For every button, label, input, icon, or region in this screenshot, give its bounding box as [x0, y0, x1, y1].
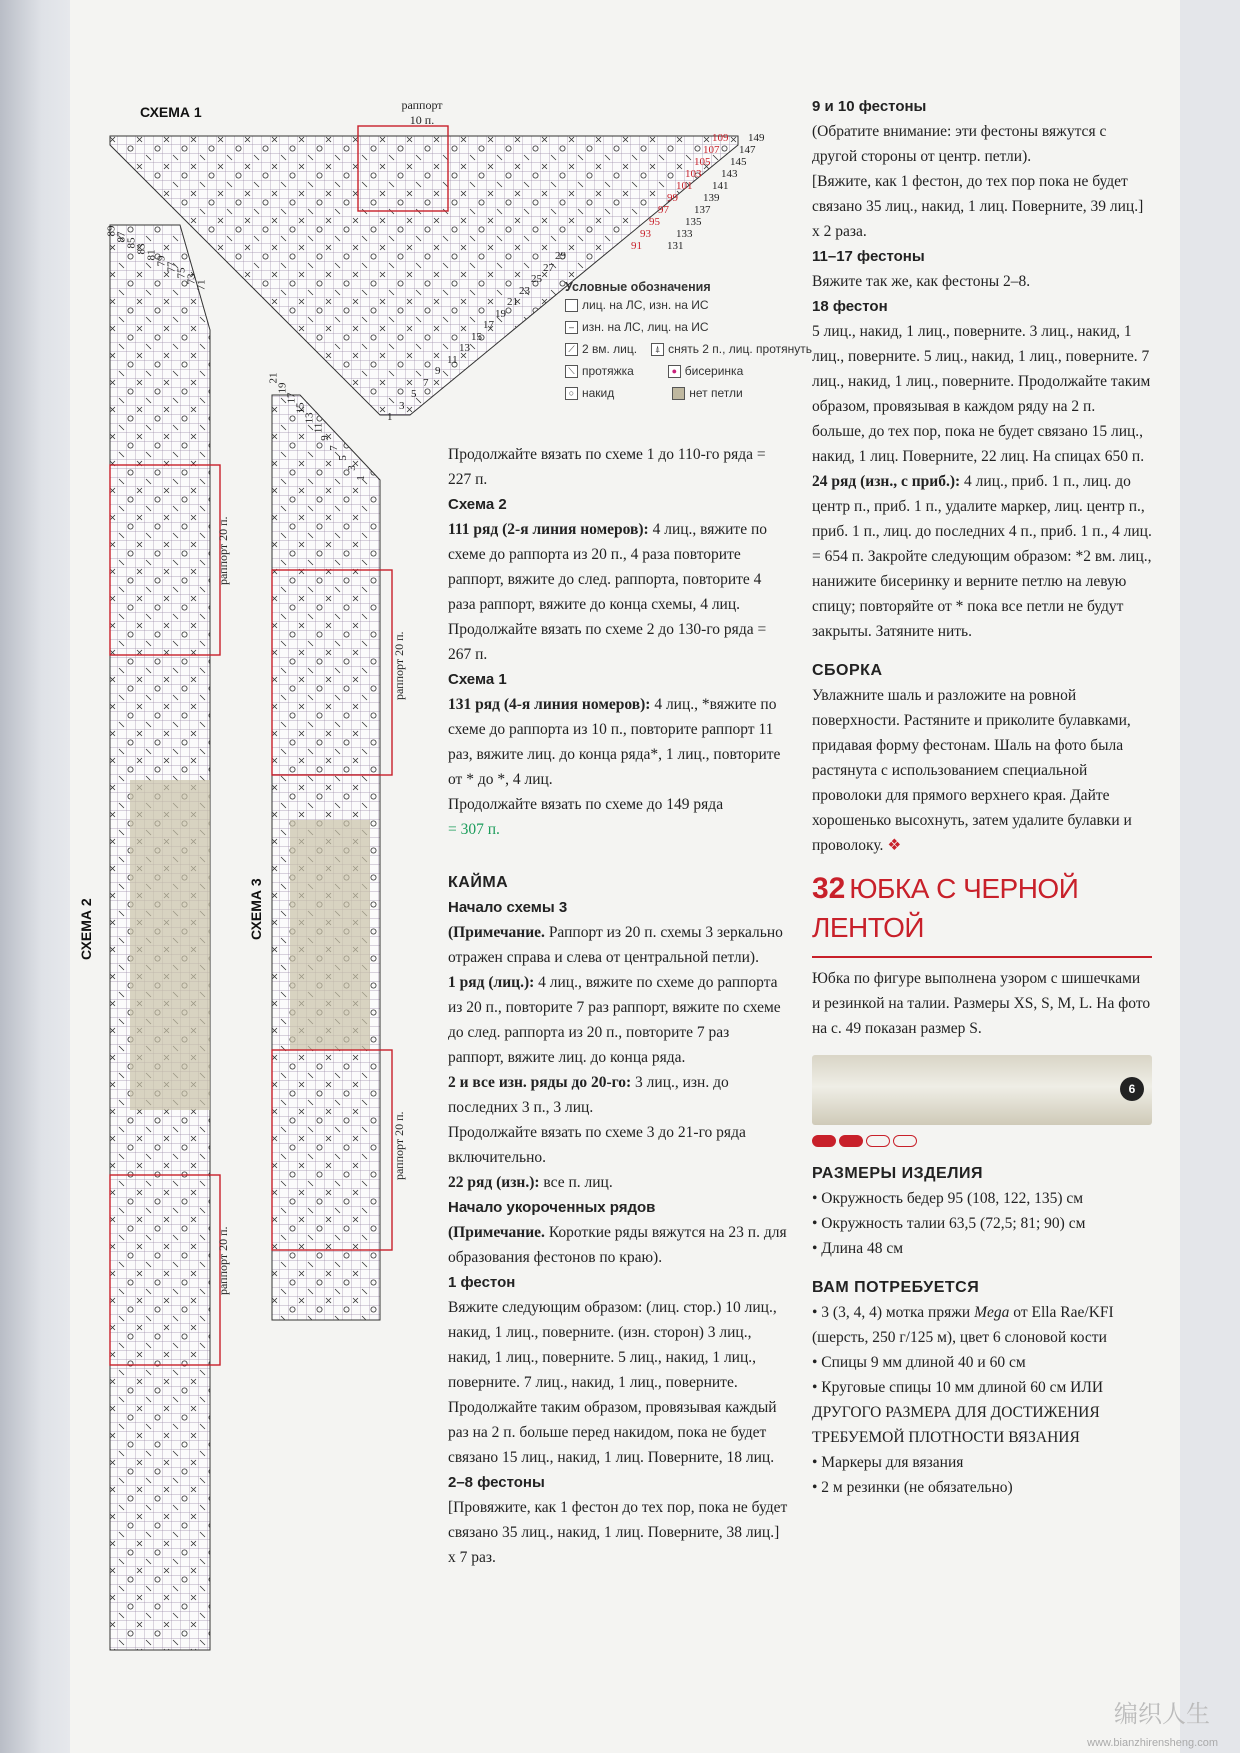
row-number: 145: [730, 156, 747, 168]
row-number: 17: [285, 392, 298, 404]
row-number: 141: [712, 180, 729, 192]
row-number: 99: [667, 192, 678, 204]
row-number: 21: [267, 372, 280, 384]
chart2-rapport-label-2: раппорт 20 п.: [216, 1226, 230, 1295]
row-number: 73: [185, 273, 198, 285]
watermark-logo: 编织人生: [1114, 1701, 1210, 1728]
paragraph: 1 ряд (лиц.): 4 лиц., вяжите по схеме до раппорта из 20 п., повторите 7 раз раппорт, вяжите по схеме до след. раппорта из 20 п., повторите 7 раз раппорт, вяжите лиц. до конца ряда.: [448, 974, 781, 1066]
chart2-shade: [130, 780, 210, 1110]
heading-short-rows: Начало укороченных рядов: [448, 1199, 656, 1216]
row-number: 1: [387, 411, 393, 423]
list-item: • Маркеры для вязания: [812, 1454, 964, 1471]
paragraph: (Примечание. Короткие ряды вяжутся на 23 п. для образования фестонов по краю).: [448, 1224, 787, 1266]
paragraph: Продолжайте вязать по схеме до 149 ряда = 307 п.: [448, 796, 724, 838]
row-number: 1: [354, 475, 367, 481]
paragraph: 5 лиц., накид, 1 лиц., поверните. 3 лиц., накид, 1 лиц., поверните. 5 лиц., накид, 1 лиц., поверните. 7 лиц., накид, 1 лиц., поверните. Продолжайте таким образом, провязывая в каждом ряду на 2 п. больше, до тех пор, пока не будет связано 15 лиц., накид, 1 лиц. Поверните, 22 лиц. На спицах 650 п.: [812, 323, 1151, 465]
row-number: 15: [471, 330, 482, 343]
intro-paragraph: Юбка по фигуре выполнена узором с шишечками и резинкой на талии. Размеры XS, S, M, L. На фото на с. 49 показан размер S.: [812, 970, 1151, 1037]
row-number: 139: [703, 192, 720, 204]
row-number: 149: [748, 132, 765, 144]
row-number: 9: [318, 435, 331, 441]
row-number: 23: [519, 284, 530, 297]
chart3-shade: [290, 820, 370, 1050]
list-item: • Круговые спицы 10 мм длиной 60 см ИЛИ ДРУГОГО РАЗМЕРА ДЛЯ ДОСТИЖЕНИЯ ТРЕБУЕМОЙ ПЛОТНОСТИ ВЯЗАНИЯ: [812, 1379, 1104, 1446]
row-number: 9: [435, 365, 441, 377]
row-number: 21: [507, 296, 518, 308]
paragraph: Продолжайте вязать по схеме 1 до 110-го ряда = 227 п.: [448, 446, 766, 488]
heading-kaima: КАЙМА: [448, 874, 509, 891]
paragraph: (Обратите внимание: эти фестоны вяжутся с другой стороны от центр. петли).: [812, 123, 1107, 165]
article-title: 32 ЮБКА С ЧЕРНОЙ ЛЕНТОЙ: [812, 872, 1079, 943]
row-number: 109: [712, 132, 729, 144]
paragraph: [Вяжите, как 1 фестон, до тех пор пока не будет связано 35 лиц., накид, 1 лиц. Поверните, 39 лиц.] х 2 раза.: [812, 173, 1144, 240]
row-number: 71: [195, 279, 208, 291]
row-number: 131: [667, 240, 684, 252]
row-number: 97: [658, 204, 669, 216]
legend-item: ⟍ протяжка ● бисеринка: [565, 360, 812, 382]
row-number: 101: [676, 180, 693, 192]
row-number: 103: [685, 168, 702, 180]
row-number: 25: [531, 273, 542, 285]
row-number: 79: [155, 255, 168, 267]
yarn-weight-badge: 6: [1120, 1077, 1144, 1101]
paragraph: 22 ряд (изн.): все п. лиц.: [448, 1174, 613, 1191]
row-number: 83: [135, 243, 148, 255]
row-number: 133: [676, 228, 693, 240]
legend-item: ⟋ 2 вм. лиц. ⍋ снять 2 п., лиц. протянуть: [565, 338, 812, 360]
paragraph: Вяжите так же, как фестоны 2–8.: [812, 273, 1031, 290]
row-number: 5: [411, 388, 417, 400]
heading-materials: ВАМ ПОТРЕБУЕТСЯ: [812, 1279, 980, 1296]
row-number: 91: [631, 240, 642, 252]
paragraph: 131 ряд (4-я линия номеров): 4 лиц., *вяжите по схеме до раппорта из 10 п., повторите раппорт 11 раз, вяжите лиц. до конца ряда*, 1 лиц., повторите от * до *, 4 лиц.: [448, 696, 781, 788]
end-mark-icon: ❖: [887, 837, 902, 854]
list-item: • Спицы 9 мм длиной 40 и 60 см: [812, 1354, 1026, 1371]
k2tog-symbol-icon: ⟋: [565, 343, 578, 356]
paragraph: (Примечание. Раппорт из 20 п. схемы 3 зеркально отражен справа и слева от центральной петли).: [448, 924, 783, 966]
row-number: 3: [399, 399, 405, 412]
instructions-column-2: [448, 442, 788, 1570]
chart3-label: СХЕМА 3: [248, 878, 264, 940]
heading-sizes: РАЗМЕРЫ ИЗДЕЛИЯ: [812, 1165, 983, 1182]
no-stitch-symbol-icon: [672, 387, 685, 400]
row-number: 19: [276, 382, 289, 394]
knit-symbol-icon: [565, 299, 578, 312]
legend-title: Условные обозначения: [565, 280, 711, 294]
row-number: 3: [345, 465, 358, 471]
legend-item: ○ накид нет петли: [565, 382, 812, 404]
chart2-label: СХЕМА 2: [78, 898, 94, 960]
title-rule: [812, 956, 1152, 958]
chart3-rapport-label-2: раппорт 20 п.: [392, 1111, 406, 1180]
chart-legend: [565, 280, 812, 404]
paragraph: Вяжите следующим образом: (лиц. стор.) 10 лиц., накид, 1 лиц., поверните. (изн. сторон) 3 лиц., накид, 1 лиц., поверните. 5 лиц., накид, 1 лиц., поверните. 7 лиц., накид, 1 лиц., поверните. Продолжайте таким образом, провязывая каждый раз на 2 п. больше перед накидом, пока не будет связано 15 лиц., накид, 1 лиц. Поверните, 18 лиц.: [448, 1299, 777, 1466]
heading-festoons-11-17: 11–17 фестоны: [812, 248, 925, 265]
ssk-symbol-icon: ⟍: [565, 365, 578, 378]
row-number: 81: [145, 249, 158, 261]
chart3-rapport-label-1: раппорт 20 п.: [392, 631, 406, 700]
row-number: 19: [495, 307, 506, 320]
article-number: 32: [812, 872, 846, 905]
slip2-symbol-icon: ⍋: [651, 343, 664, 356]
row-number: 13: [303, 412, 316, 424]
row-number: 95: [649, 216, 660, 228]
paragraph: 24 ряд (изн., с приб.): 4 лиц., приб. 1 п., лиц. до центр п., приб. 1 п., удалите маркер, лиц. центр п., приб. 1 п., лиц. до последних 4 п., приб. 1 п., 4 лиц. = 654 п. Закройте следующим образом: *2 вм. лиц., нанижите бисеринку и верните петлю на левую спицу; повторяйте от * пока все петли не будут закрыты. Затяните нить.: [812, 473, 1152, 640]
heading-festoon-1: 1 фестон: [448, 1274, 516, 1291]
paragraph: Увлажните шаль и разложите на ровной поверхности. Растяните и приколите булавками, придавая форму фестонам. Шаль на фото была растянута с использованием специальной проволоки для прямого верхнего края. Дайте хорошенько высохнуть, затем удалите булавки и проволоку. ❖: [812, 687, 1132, 854]
row-number: 147: [739, 144, 756, 156]
row-number: 7: [327, 445, 340, 451]
row-number: 27: [543, 261, 554, 274]
watermark-url: www.bianzhirensheng.com: [1087, 1737, 1218, 1749]
row-number: 17: [483, 319, 494, 331]
row-number: 7: [423, 376, 429, 389]
bead-symbol-icon: ●: [668, 365, 681, 378]
legend-item: – изн. на ЛС, лиц. на ИС: [565, 316, 812, 338]
row-number: 87: [115, 231, 128, 243]
heading-start3: Начало схемы 3: [448, 899, 568, 916]
paragraph: 2 и все изн. ряды до 20-го: 3 лиц., изн. до последних 3 п., 3 лиц.: [448, 1074, 729, 1116]
row-number: 85: [125, 237, 138, 249]
heading-schema2: Схема 2: [448, 496, 507, 513]
list-item: • Окружность бедер 95 (108, 122, 135) см: [812, 1190, 1084, 1207]
heading-sborka: СБОРКА: [812, 662, 883, 679]
row-number: 15: [294, 402, 307, 414]
row-number: 13: [459, 342, 470, 354]
legend-item: лиц. на ЛС, изн. на ИС: [565, 294, 812, 316]
difficulty-level-icon: [812, 1135, 1152, 1147]
row-number: 29: [555, 250, 566, 262]
heading-festoons-9-10: 9 и 10 фестоны: [812, 98, 927, 115]
chart1-label: СХЕМА 1: [140, 104, 202, 120]
yarn-over-symbol-icon: ○: [565, 387, 578, 400]
paragraph: 111 ряд (2-я линия номеров): 4 лиц., вяжите по схеме до раппорта из 20 п., 4 раза повторите раппорт, вяжите до след. раппорта, повторите 4 раза раппорт, вяжите до конца схемы, 4 лиц.: [448, 521, 768, 613]
row-number: 143: [721, 168, 738, 180]
heading-schema1: Схема 1: [448, 671, 507, 688]
row-number: 77: [165, 261, 178, 273]
paragraph: Продолжайте вязать по схеме 2 до 130-го ряда = 267 п.: [448, 621, 767, 663]
chart2-rapport-label-1: раппорт 20 п.: [216, 516, 230, 585]
yarn-swatch-image: [812, 1055, 1152, 1125]
purl-symbol-icon: –: [565, 321, 578, 334]
row-number: 93: [640, 228, 651, 240]
row-number: 89: [105, 225, 118, 237]
row-number: 107: [703, 144, 720, 156]
heading-festoons-2-8: 2–8 фестоны: [448, 1474, 545, 1491]
instructions-column-3: [812, 94, 1152, 1500]
row-number: 137: [694, 204, 711, 216]
list-item: • Окружность талии 63,5 (72,5; 81; 90) см: [812, 1215, 1086, 1232]
row-number: 11: [447, 353, 458, 366]
row-number: 11: [312, 422, 325, 434]
chart1-rapport-label: раппорт 10 п.: [401, 98, 443, 127]
heading-festoon-18: 18 фестон: [812, 298, 888, 315]
list-item: • Длина 48 см: [812, 1240, 904, 1257]
row-number: 105: [694, 156, 711, 168]
row-number: 135: [685, 216, 702, 228]
row-number: 5: [336, 455, 349, 461]
list-item: • 2 м резинки (не обязательно): [812, 1479, 1013, 1496]
paragraph: Продолжайте вязать по схеме 3 до 21-го ряда включительно.: [448, 1124, 746, 1166]
list-item: • 3 (3, 4, 4) мотка пряжи Mega от Ella Rae/KFI (шерсть, 250 г/125 м), цвет 6 слоновой кости: [812, 1304, 1114, 1346]
paragraph: [Провяжите, как 1 фестон до тех пор, пока не будет связано 35 лиц., накид, 1 лиц. Поверните, 38 лиц.] х 7 раз.: [448, 1499, 788, 1566]
row-number: 75: [175, 267, 188, 279]
